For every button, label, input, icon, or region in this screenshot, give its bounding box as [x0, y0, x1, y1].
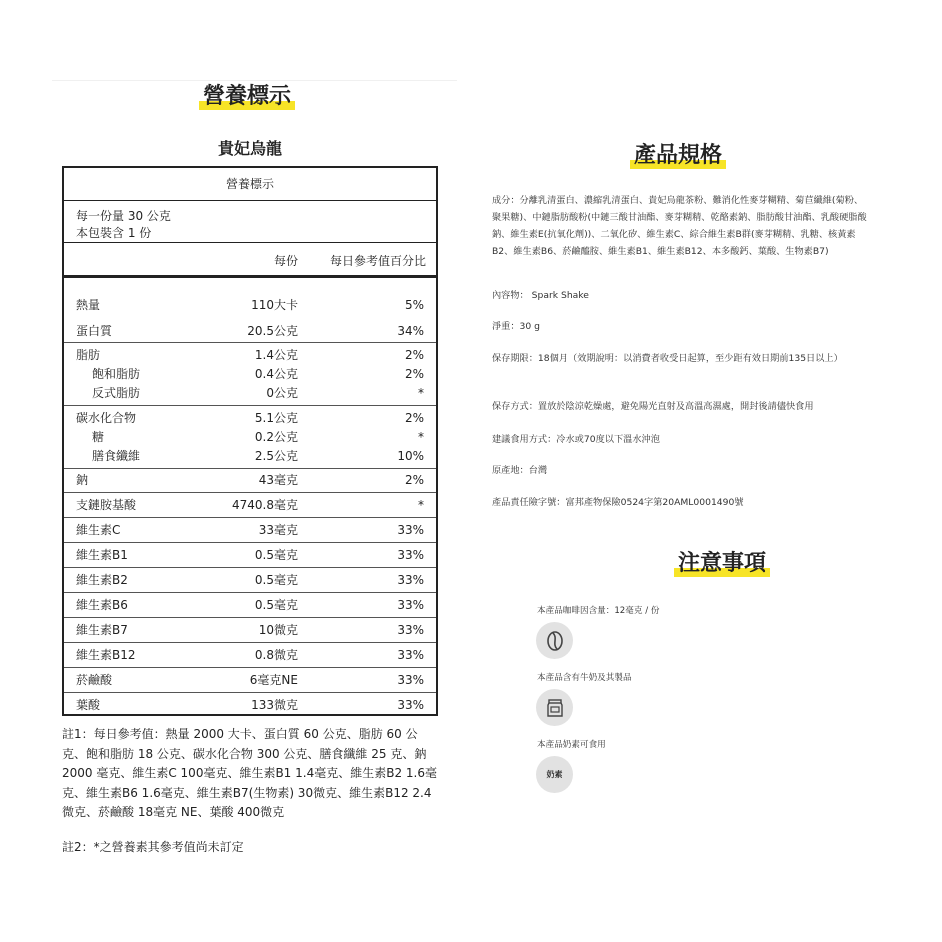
vegetarian-badge-text: 奶素 [546, 770, 563, 779]
vegetarian-badge-icon [536, 756, 573, 793]
nutrient-daily-value: 34% [397, 324, 424, 338]
nutrition-table-header: 營養標示 [64, 168, 436, 201]
nutrient-name: 膳食纖維 [92, 449, 141, 463]
nutrient-amount: 10微克 [258, 623, 298, 637]
row-divider [64, 542, 436, 543]
milk-carton-icon [536, 689, 573, 726]
nutrient-name: 反式脂肪 [92, 386, 141, 400]
caution-milk: 本產品含有牛奶及其製品 [537, 673, 632, 683]
coffee-bean-icon [536, 622, 573, 659]
row-divider [64, 492, 436, 493]
nutrient-name: 維生素B1 [76, 548, 128, 562]
nutrient-daily-value: 5% [404, 298, 424, 312]
nutrient-row [64, 496, 436, 515]
nutrient-row [64, 384, 436, 403]
nutrient-name: 飽和脂肪 [92, 367, 141, 381]
nutrient-name: 維生素C [76, 523, 121, 537]
nutrition-table [62, 166, 438, 716]
nutrient-daily-value: 2% [404, 411, 424, 425]
nutrient-amount: 43毫克 [258, 473, 298, 487]
nutrient-amount: 0公克 [266, 386, 298, 400]
nutrient-amount: 33毫克 [258, 523, 298, 537]
spec-net-weight: 淨重：30 g [492, 321, 541, 332]
spec-ingredients: 成分：分離乳清蛋白、濃縮乳清蛋白、貴妃烏龍茶粉、難消化性麥芽糊精、菊苣纖維(菊粉、聚果糖)、中鏈脂肪酸粉(中鏈三酸甘油酯、麥芽糊精、乾酪素鈉、脂肪酸甘油酯、乳酸硬脂酸鈉、維生素E(抗氧化劑))、二氧化矽、維生素C、綜合維生素B群(麥芽糊精、乳糖、核黃素B2、維生素B6、菸鹼醯胺、維生素B1、維生素B12、本多酸鈣、葉酸、生物素B7) [492, 195, 867, 257]
nutrient-amount: 1.4公克 [254, 348, 298, 362]
column-daily-value: 每日參考值百分比 [329, 254, 426, 268]
column-per-serving: 每份 [273, 254, 298, 268]
nutrient-amount: 110大卡 [251, 298, 298, 312]
row-divider [64, 592, 436, 593]
serving-size: 每一份量 30 公克 [76, 209, 171, 223]
nutrient-daily-value: 33% [397, 673, 424, 687]
product-name: 貴妃烏龍 [217, 139, 282, 158]
nutrient-row [64, 596, 436, 615]
nutrient-amount: 6毫克NE [249, 673, 298, 687]
row-divider [64, 642, 436, 643]
caution-section-title: 注意事項 [678, 551, 766, 577]
nutrient-amount: 0.8微克 [254, 648, 298, 662]
nutrient-row [64, 428, 436, 447]
nutrition-section-title: 營養標示 [203, 84, 291, 110]
footnote-1: 註1：每日參考值：熱量 2000 大卡、蛋白質 60 公克、脂肪 60 公克、飽和脂肪 18 公克、碳水化合物 300 公克、膳食纖維 25 克、鈉 2000 毫克、維生素C 100毫克、維生素B1 1.4毫克、維生素B2 1.6毫克、維生素B6 1.6毫克、維生素B7(生物素) 30微克、維生素B12 2.4微克、菸鹼酸 18毫克 NE、葉酸 400微克 [62, 727, 437, 819]
caution-caffeine: 本產品咖啡因含量：12毫克 / 份 [537, 606, 660, 616]
spec-insurance: 產品責任險字號：富邦產物保險0524字第20AML0001490號 [492, 497, 744, 508]
nutrient-amount: 0.2公克 [254, 430, 298, 444]
nutrient-name: 支鏈胺基酸 [76, 498, 137, 512]
nutrient-amount: 133微克 [251, 698, 298, 712]
nutrient-daily-value: 33% [397, 573, 424, 587]
nutrient-name: 鈉 [76, 473, 89, 487]
nutrient-daily-value: 33% [397, 523, 424, 537]
column-headers [64, 243, 436, 278]
nutrient-daily-value: 10% [397, 449, 424, 463]
row-divider [64, 667, 436, 668]
nutrient-name: 維生素B2 [76, 573, 128, 587]
nutrient-amount: 0.4公克 [254, 367, 298, 381]
footnote-2: 註2：*之營養素其參考值尚未訂定 [62, 840, 244, 854]
nutrient-daily-value: 2% [404, 348, 424, 362]
row-divider [64, 517, 436, 518]
nutrient-name: 維生素B7 [76, 623, 128, 637]
nutrient-daily-value: 33% [397, 698, 424, 712]
row-divider [64, 342, 436, 343]
spec-shelf-life: 保存期限：18個月（效期說明：以消費者收受日起算，至少距有效日期前135日以上） [492, 353, 843, 364]
nutrient-daily-value: 2% [404, 367, 424, 381]
nutrient-daily-value: 33% [397, 623, 424, 637]
nutrient-daily-value: 33% [397, 598, 424, 612]
nutrient-row [64, 346, 436, 365]
nutrient-daily-value: * [418, 386, 424, 400]
nutrient-daily-value: 33% [397, 548, 424, 562]
row-divider [64, 405, 436, 406]
spec-storage: 保存方式：置放於陰涼乾燥處，避免陽光直射及高溫高濕處，開封後請儘快食用 [492, 401, 814, 412]
nutrient-row [64, 671, 436, 690]
nutrient-row [64, 696, 436, 715]
nutrient-name: 碳水化合物 [76, 411, 137, 425]
spec-section-title: 產品規格 [634, 143, 722, 169]
nutrient-daily-value: 33% [397, 648, 424, 662]
top-divider [52, 80, 457, 81]
nutrient-daily-value: * [418, 430, 424, 444]
nutrient-row [64, 409, 436, 428]
nutrient-name: 維生素B6 [76, 598, 128, 612]
row-divider [64, 567, 436, 568]
nutrient-name: 蛋白質 [76, 324, 113, 338]
nutrient-name: 糖 [92, 430, 105, 444]
nutrient-name: 維生素B12 [76, 648, 136, 662]
nutrient-row [64, 571, 436, 590]
nutrient-name: 葉酸 [76, 698, 101, 712]
nutrient-row [64, 521, 436, 540]
caution-vegetarian: 本產品奶素可食用 [537, 740, 606, 750]
servings-per-pack: 本包裝含 1 份 [76, 226, 152, 240]
serving-info [64, 201, 436, 243]
row-divider [64, 468, 436, 469]
nutrient-row [64, 365, 436, 384]
row-divider [64, 692, 436, 693]
nutrient-row [64, 471, 436, 490]
nutrient-row [64, 646, 436, 665]
spec-origin: 原產地：台灣 [492, 465, 548, 476]
nutrient-amount: 20.5公克 [247, 324, 298, 338]
nutrient-amount: 0.5毫克 [254, 573, 298, 587]
nutrient-amount: 0.5毫克 [254, 598, 298, 612]
nutrient-amount: 4740.8毫克 [232, 498, 298, 512]
nutrient-row [64, 322, 436, 341]
nutrient-row [64, 447, 436, 466]
nutrient-daily-value: 2% [404, 473, 424, 487]
nutrient-row [64, 296, 436, 315]
spec-usage: 建議食用方式：冷水或70度以下溫水沖泡 [492, 434, 660, 445]
nutrient-amount: 0.5毫克 [254, 548, 298, 562]
nutrient-amount: 2.5公克 [254, 449, 298, 463]
nutrient-amount: 5.1公克 [254, 411, 298, 425]
nutrient-name: 脂肪 [76, 348, 101, 362]
row-divider [64, 617, 436, 618]
spec-contents: 內容物： Spark Shake [492, 290, 589, 301]
nutrient-name: 熱量 [76, 298, 101, 312]
nutrient-row [64, 621, 436, 640]
nutrient-name: 菸鹼酸 [76, 673, 113, 687]
nutrient-row [64, 546, 436, 565]
nutrient-daily-value: * [418, 498, 424, 512]
